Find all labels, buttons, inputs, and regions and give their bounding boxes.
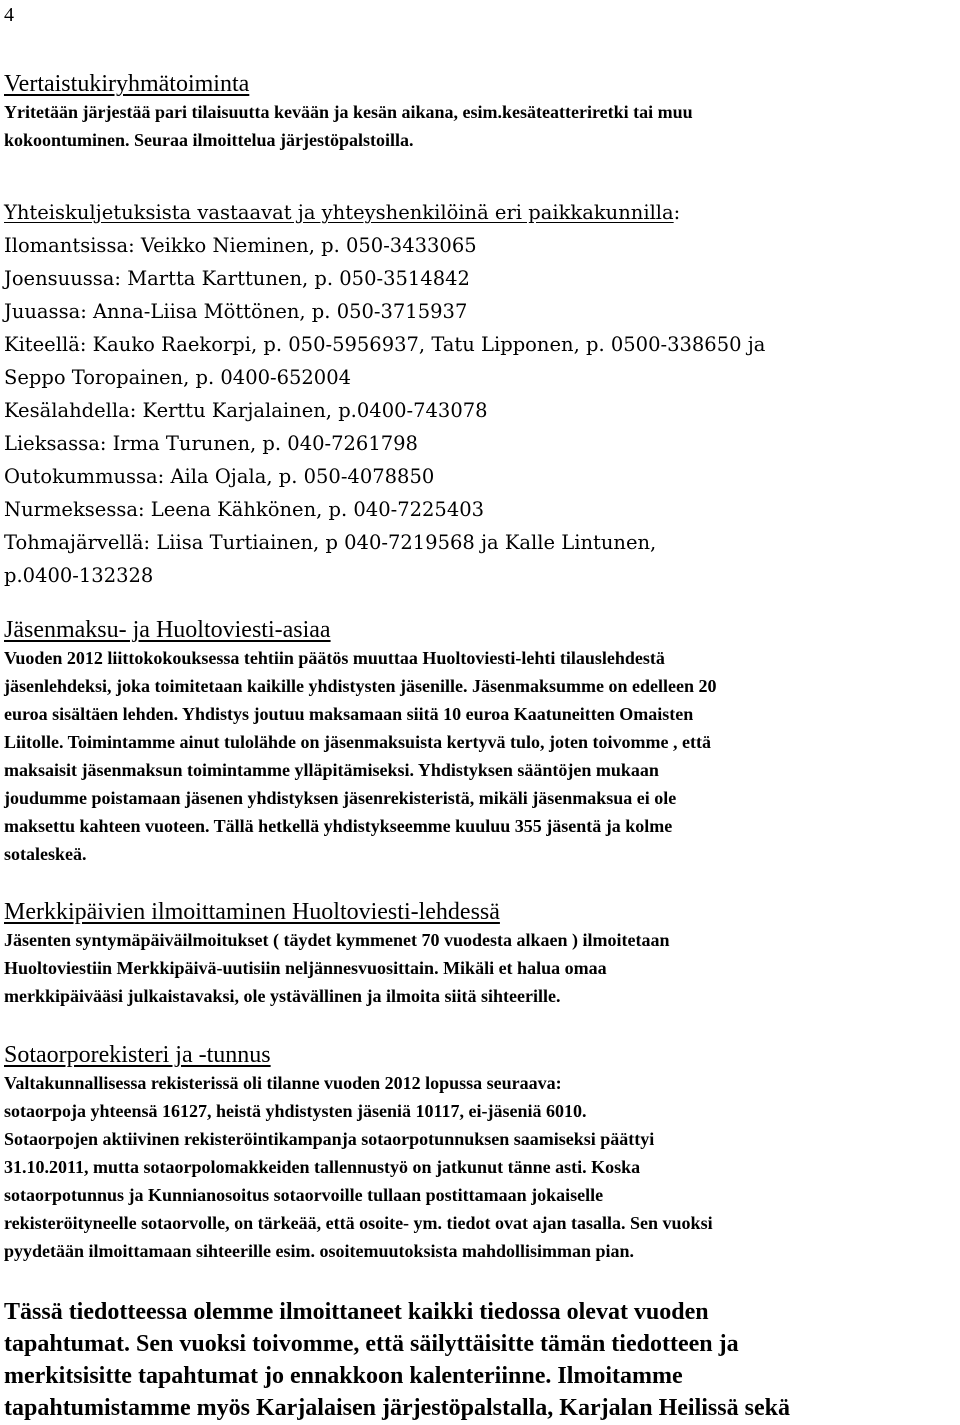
section-jasenmaksu: [4, 616, 956, 868]
contact-line: Nurmeksessa: Leena Kähkönen, p. 040-7225403: [4, 498, 485, 521]
text-line: merkitsisitte tapahtumat jo ennakkoon kalenteriinne. Ilmoitamme: [4, 1363, 683, 1389]
text-line: maksaisit jäsenmaksun toimintamme ylläpitämiseksi. Yhdistyksen sääntöjen mukaan: [4, 760, 659, 780]
section-heading: Jäsenmaksu- ja Huoltoviesti-asiaa: [4, 617, 331, 643]
section-sotaorpo: [4, 1041, 956, 1265]
text-line: joudumme poistamaan jäsenen yhdistyksen jäsenrekisteristä, mikäli jäsenmaksua ei ole: [4, 788, 677, 808]
contact-line: Juuassa: Anna-Liisa Möttönen, p. 050-3715937: [4, 300, 468, 323]
text-line: 31.10.2011, mutta sotaorpolomakkeiden tallennustyö on jatkunut tänne asti. Koska: [4, 1157, 641, 1177]
text-line: rekisteröityneelle sotaorvolle, on tärkeää, että osoite- ym. tiedot ovat ajan tasalla. Sen vuoksi: [4, 1213, 713, 1233]
section-heading: [4, 197, 956, 229]
section-heading: Merkkipäivien ilmoittaminen Huoltoviesti-lehdessä: [4, 899, 500, 925]
text-line: pyydetään ilmoittamaan sihteerille esim. osoitemuutoksista mahdollisimman pian.: [4, 1241, 635, 1261]
section-closing: [4, 1296, 956, 1424]
text-line: Vuoden 2012 liittokokouksessa tehtiin päätös muuttaa Huoltoviesti-lehti tilauslehdestä: [4, 648, 665, 668]
text-line: euroa sisältäen lehden. Yhdistys joutuu maksamaan siitä 10 euroa Kaatuneitten Omaisten: [4, 704, 694, 724]
text-line: maksettu kahteen vuoteen. Tällä hetkellä yhdistykseemme kuuluu 355 jäsentä ja kolme: [4, 816, 673, 836]
text-line: sotaorpoja yhteensä 16127, heistä yhdistysten jäseniä 10117, ei-jäseniä 6010.: [4, 1101, 587, 1121]
text-line: Huoltoviestiin Merkkipäivä-uutisiin neljännesvuosittain. Mikäli et halua omaa: [4, 958, 607, 978]
contact-line: Outokummussa: Aila Ojala, p. 050-4078850: [4, 465, 435, 488]
section-vertaistuki: [4, 70, 956, 154]
contact-line: Ilomantsissa: Veikko Nieminen, p. 050-3433065: [4, 234, 477, 257]
text-line: Sotaorpojen aktiivinen rekisteröintikampanja sotaorpotunnuksen saamiseksi päättyi: [4, 1129, 655, 1149]
contact-line: p.0400-132328: [4, 564, 154, 587]
text-line: tapahtumistamme myös Karjalaisen järjestöpalstalla, Karjalan Heilissä sekä: [4, 1395, 790, 1421]
section-body: [4, 1069, 956, 1265]
text-line: kokoontuminen. Seuraa ilmoittelua järjestöpalstoilla.: [4, 130, 414, 150]
text-line: Tässä tiedotteessa olemme ilmoittaneet kaikki tiedossa olevat vuoden: [4, 1299, 709, 1325]
section-body: [4, 98, 956, 154]
text-line: merkkipäivääsi julkaistavaksi, ole ystävällinen ja ilmoita siitä sihteerille.: [4, 986, 561, 1006]
contact-line: Kiteellä: Kauko Raekorpi, p. 050-5956937, Tatu Lipponen, p. 0500-338650 ja: [4, 333, 766, 356]
contact-line: Joensuussa: Martta Karttunen, p. 050-3514842: [4, 267, 470, 290]
section-heading: Vertaistukiryhmätoiminta: [4, 71, 250, 97]
contact-line: Seppo Toropainen, p. 0400-652004: [4, 366, 352, 389]
heading-text: Yhteiskuljetuksista vastaavat ja yhteyshenkilöinä eri paikkakunnilla: [4, 201, 674, 224]
section-heading: Sotaorporekisteri ja -tunnus: [4, 1042, 271, 1068]
contact-line: Kesälahdella: Kerttu Karjalainen, p.0400-743078: [4, 399, 488, 422]
text-line: sotaorpotunnus ja Kunnianosoitus sotaorvoille tullaan postittamaan jokaiselle: [4, 1185, 604, 1205]
text-line: tapahtumat. Sen vuoksi toivomme, että säilyttäisitte tämän tiedotteen ja: [4, 1331, 739, 1357]
contact-line: Lieksassa: Irma Turunen, p. 040-7261798: [4, 432, 418, 455]
text-line: sotaleskeä.: [4, 844, 87, 864]
text-line: Yritetään järjestää pari tilaisuutta kevään ja kesän aikana, esim.kesäteatteriretki tai muu: [4, 102, 693, 122]
section-body: [4, 644, 956, 868]
text-line: Valtakunnallisessa rekisterissä oli tilanne vuoden 2012 lopussa seuraava:: [4, 1073, 562, 1093]
heading-colon: :: [673, 201, 681, 224]
contact-list: [4, 229, 956, 592]
contact-line: Tohmajärvellä: Liisa Turtiainen, p 040-7219568 ja Kalle Lintunen,: [4, 531, 657, 554]
text-line: Jäsenten syntymäpäiväilmoitukset ( täydet kymmenet 70 vuodesta alkaen ) ilmoitetaan: [4, 930, 670, 950]
closing-body: [4, 1296, 956, 1424]
section-yhteiskuljetukset: [4, 197, 956, 592]
section-body: [4, 926, 956, 1010]
text-line: Liitolle. Toimintamme ainut tulolähde on jäsenmaksuista kertyvä tulo, joten toivomme , että: [4, 732, 711, 752]
section-merkkipaivat: [4, 898, 956, 1010]
page-number: 4: [4, 4, 14, 26]
text-line: jäsenlehdeksi, joka toimitetaan kaikille yhdistysten jäsenille. Jäsenmaksumme on edelleen 20: [4, 676, 717, 696]
